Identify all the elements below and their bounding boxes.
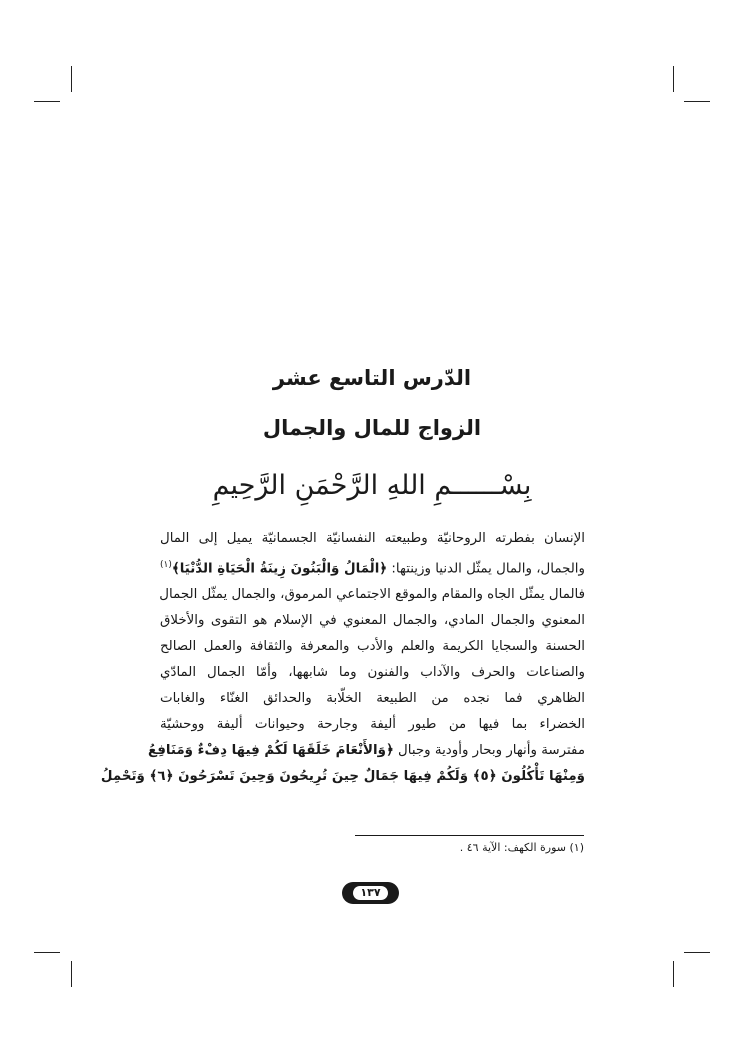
crop-mark <box>684 952 710 953</box>
quran-quote: ﴿وَالأَنْعَامَ خَلَقَهَا لَكُمْ فِيهَا دِفْءٌ وَمَنَافِعُ <box>147 743 394 759</box>
footnote-separator <box>355 835 584 836</box>
body-line <box>147 738 585 764</box>
body-line-text: مفترسة وأنهار وبحار وأودية وجبال <box>393 743 585 759</box>
footnote: (١) سورة الكهف: الآية ٤٦ . <box>459 841 584 854</box>
page-number-badge <box>336 880 405 906</box>
body-line: الظاهري فما نجده من الطبيعة الخلّابة والحدائق الغنّاء والغابات <box>160 691 585 707</box>
quran-quote: وَمِنْهَا تَأْكُلُونَ ﴿٥﴾ وَلَكُمْ فِيهَا جَمَالٌ حِينَ تُرِيحُونَ وَحِينَ تَسْرَحُونَ ﴿٦﴾ وَتَحْمِلُ <box>100 769 585 785</box>
lesson-subtitle: الزواج للمال والجمال <box>262 416 482 440</box>
lesson-title: الدّرس التاسع عشر <box>272 366 472 390</box>
crop-mark <box>34 101 60 102</box>
footnote-ref: (١) <box>160 560 172 570</box>
page-number: ١٣٧ <box>353 886 388 900</box>
body-line: المعنوي والجمال المادي، والجمال المعنوي في الإسلام هو التقوى والأخلاق <box>160 613 585 629</box>
body-line: الحسنة والسجايا الكريمة والعلم والأدب والمعرفة والثقافة والعمل الصالح <box>160 639 585 655</box>
body-line: الخضراء بما فيها من طيور أليفة وجارحة وحيوانات أليفة ووحشيّة <box>160 717 585 733</box>
body-line: والصناعات والحرف والآداب والفنون وما شابهها، وأمّا الجمال المادّي <box>160 665 585 681</box>
basmala: بِسْــــــمِ اللهِ الرَّحْمَنِ الرَّحِيمِ <box>212 470 532 501</box>
crop-mark <box>34 952 60 953</box>
body-line-text: والجمال، والمال يمثّل الدنيا وزينتها: <box>387 561 585 577</box>
body-line: الإنسان بفطرته الروحانيّة وطبيعته النفسانيّة الجسمانيّة يميل إلى المال <box>160 531 585 546</box>
body-line <box>160 552 585 582</box>
crop-mark <box>71 961 72 987</box>
crop-mark <box>673 66 674 92</box>
crop-mark <box>684 101 710 102</box>
crop-mark <box>673 961 674 987</box>
body-text <box>100 526 585 790</box>
body-line: فالمال يمثّل الجاه والمقام والموقع الاجتماعي المرموق، والجمال يمثّل الجمال <box>159 587 585 603</box>
crop-mark <box>71 66 72 92</box>
quran-quote: ﴿الْمَالُ وَالْبَنُونَ زِينَةُ الْحَيَاةِ الدُّنْيَا﴾ <box>171 561 388 577</box>
